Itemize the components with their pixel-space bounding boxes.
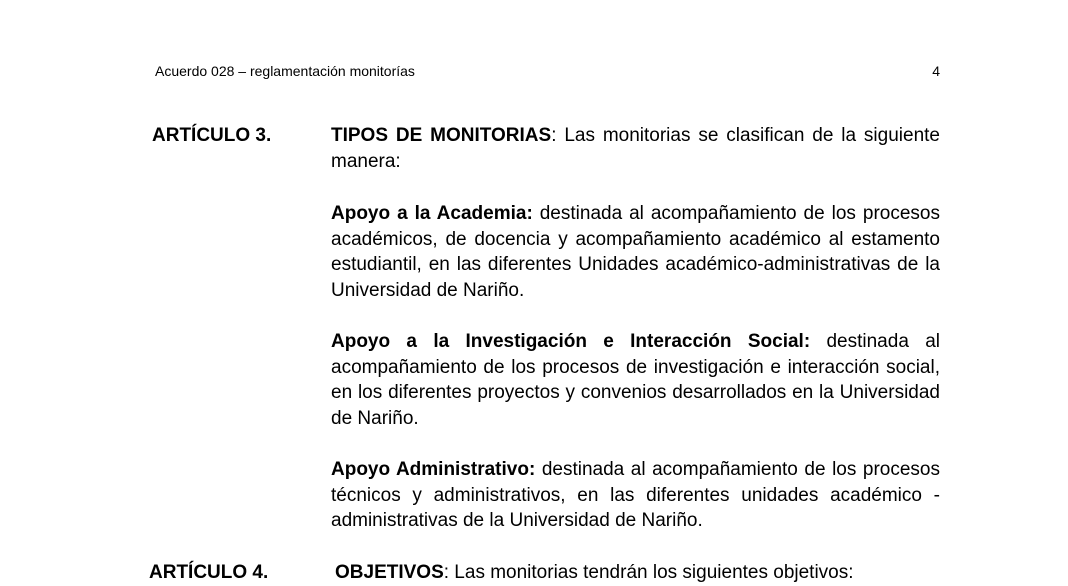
page-number: 4 — [932, 63, 940, 79]
monitoria-type-title: Apoyo a la Investigación e Interacción Social: — [331, 331, 811, 352]
monitoria-type-title: Apoyo a la Academia: — [331, 203, 533, 224]
monitoria-type-academia — [331, 201, 940, 303]
monitoria-type-title: Apoyo Administrativo: — [331, 459, 536, 480]
monitoria-type-text: destinada al acompañamiento de los procesos de investigación e interacción social, en los diferentes proyectos y convenios desarrollados en la Universidad de Nariño. — [331, 331, 941, 429]
article-3-label: ARTÍCULO 3. — [152, 125, 272, 146]
article-4-label: ARTÍCULO 4. — [149, 562, 269, 583]
article-3-heading: TIPOS DE MONITORIAS — [331, 125, 552, 146]
article-3-intro — [331, 123, 940, 174]
monitoria-type-text: destinada al acompañamiento de los procesos técnicos y administrativos, en las diferentes unidades académico -administrativas de la Universidad de Nariño. — [331, 459, 940, 531]
monitoria-type-administrativo — [331, 457, 940, 534]
article-4-heading: OBJETIVOS — [335, 562, 444, 583]
article-4-intro — [335, 560, 944, 586]
article-3-intro-text: : Las monitorias se clasifican de la siguiente manera: — [331, 125, 940, 172]
monitoria-type-investigacion — [331, 329, 940, 431]
article-4-intro-text: : Las monitorias tendrán los siguientes objetivos: — [443, 562, 854, 583]
running-header: Acuerdo 028 – reglamentación monitorías — [155, 63, 415, 79]
monitoria-type-text: destinada al acompañamiento de los procesos académicos, de docencia y acompañamiento académico al estamento estudiantil, en las diferentes Unidades académico-administrativas de la Universidad de Nariño. — [331, 203, 940, 301]
